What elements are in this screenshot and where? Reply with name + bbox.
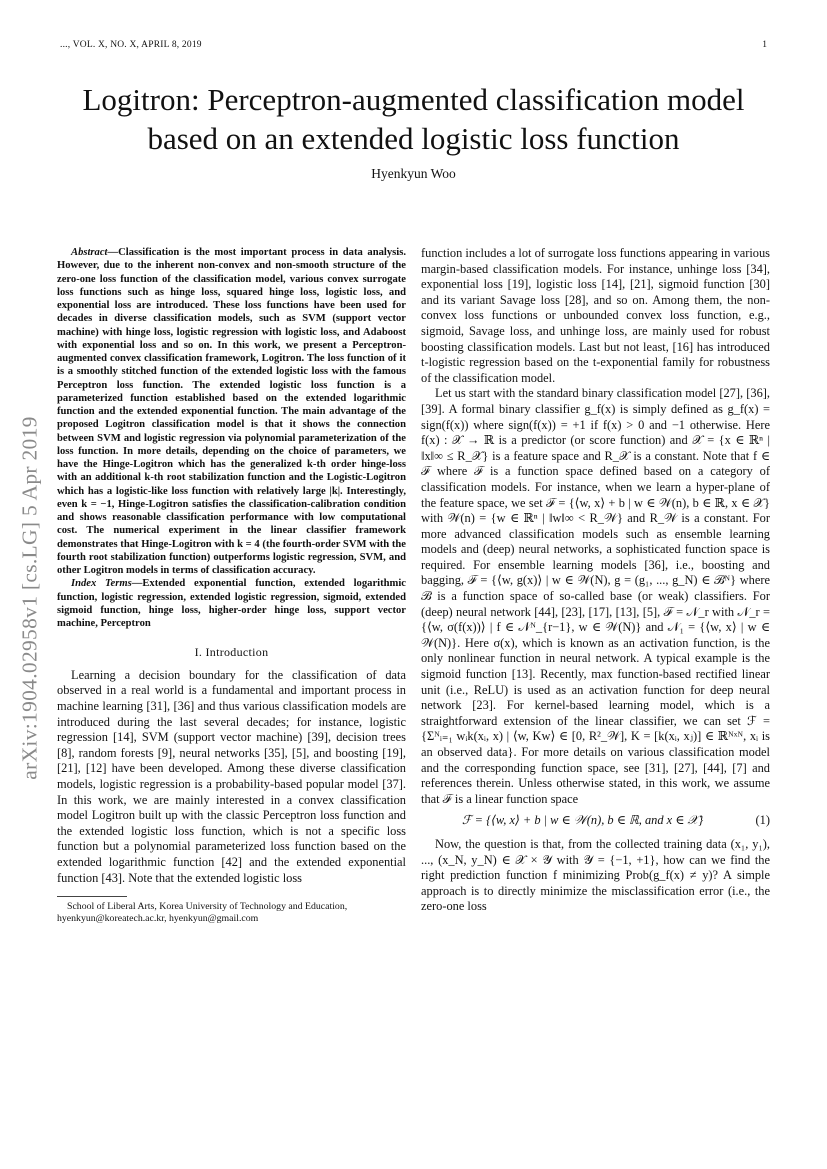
section-heading: I. Introduction (194, 645, 269, 660)
intro-paragraph: Learning a decision boundary for the classification of data observed in a real world is a fundamental and important process in machine learning [31], [36] and thus various classification models are introduced during the last several decades; for instance, logistic regression [14], SVM (support vector machine) [39], decision trees [8], random forests [9], neural networks [35], [5], and boosting [19], [21], [12] have been developed. Among these diverse classification models, logistic regression is a probability-based popular model [37]. In this work, we are mainly interested in a convex classification model Logitron built up with the classic Perceptron loss function and the extended logistic loss function, which is not a specific loss function but a polynomial parameterized loss function based on the extended logarithmic function [42] and the extended exponential function [43]. Note that the extended logistic loss (57, 667, 406, 885)
equation-body: ℱ = {⟨w, x⟩ + b | w ∈ 𝒲(n), b ∈ ℝ, and x ∈ 𝒳} (461, 813, 704, 828)
paper-title: Logitron: Perceptron-augmented classification model based on an extended logistic loss function (82, 82, 745, 156)
arxiv-stamp-text: arXiv:1904.02958v1 [cs.LG] 5 Apr 2019 (17, 415, 42, 780)
index-terms-text: —Extended exponential function, extended logarithmic function, logistic regression, extended logistic regression, sigmoid, extended sigmoid function, hinge loss, higher-order hinge loss, support vector machine, Perceptron (57, 578, 406, 629)
page-number: 1 (762, 40, 767, 50)
footnote: School of Liberal Arts, Korea University of Technology and Education, hyenkyun@koreatech.ac.kr, hyenkyun@gmail.com (57, 901, 348, 925)
footnote-rule (57, 896, 127, 897)
right-paragraph-3: Now, the question is that, from the collected training data (x₁, y₁), ..., (x_N, y_N) ∈ 𝒳 × 𝒴 with 𝒴 = {−1, +1}, how can we find the right prediction function f minimizing Prob(g_f(x) ≠ y)? A simple approach is to directly minimize the misclassification error (i.e., the zero-one loss (421, 836, 770, 914)
equation-number: (1) (755, 813, 770, 828)
abstract (57, 246, 406, 577)
equation-1 (421, 813, 770, 829)
right-paragraph-1: function includes a lot of surrogate loss functions appearing in various margin-based classification models. For instance, unhinge loss [34], exponential loss [19], logistic loss [14], [21], sigmoid function [30] and its variant Savage loss [28], and so on. Among them, the non-convex loss functions or unbounded convex loss function, e.g., sigmoid, Savage loss, and unhinge loss, are mainly used for robust boosting classification models. Last but not least, [16] has introduced t-logistic regression based on the t-exponential family for robustness of the classification model. (421, 246, 770, 385)
index-terms-lead: Index Terms (71, 578, 132, 590)
arxiv-stamp (10, 305, 50, 890)
abstract-lead: Abstract (71, 247, 108, 258)
right-column (421, 246, 770, 915)
running-header: ..., VOL. X, NO. X, APRIL 8, 2019 (60, 40, 202, 50)
left-column (57, 246, 406, 926)
abstract-text: —Classification is the most important process in data analysis. However, due to the inherent non-convex and non-smooth structure of the zero-one loss function of the classification model, various convex surrogate loss functions such as hinge loss, squared hinge loss, logistic loss, and exponential loss are introduced. These loss functions have been used for decades in diverse classification models, such as SVM (support vector machine) with hinge loss, logistic regression with logistic loss, and Adaboost with exponential loss and so on. In this work, we present a Perceptron-augmented convex classification framework, Logitron. The loss function of it is a smoothly stitched function of the extended logistic loss with the famous Perceptron loss function. The extended logistic loss function is a parameterized function established based on the extended logarithmic function and the extended exponential function. The main advantage of the proposed Logitron classification model is that it shows the connection between SVM and logistic regression via polynomial parameterization of the loss function. In more details, depending on the choice of parameters, we have the Hinge-Logitron which has the generalized k-th order hinge-loss with an additional k-th root stabilization function and the Logistic-Logitron which has a logistic-like loss function with relatively large |k|. Interestingly, even k = −1, Hinge-Logitron satisfies the classification-calibration condition and shows reasonable classification performance with low computational cost. The numerical experiment in the linear classifier framework demonstrates that Hinge-Logitron with k = 4 (the fourth-order SVM with the fourth root stabilization function) outperforms logistic regression, SVM, and other Logitron models in terms of classification accuracy. (57, 247, 406, 576)
index-terms (57, 577, 406, 630)
author-name: Hyenkyun Woo (371, 166, 456, 181)
right-paragraph-2: Let us start with the standard binary classification model [27], [36], [39]. A formal binary classifier g_f(x) is simply defined as g_f(x) = sign(f(x)) where sign(f(x)) = +1 if f(x) > 0 and −1 otherwise. Here f(x) : 𝒳 → ℝ is a predictor (or score function) and 𝒳 = {x ∈ ℝⁿ | ‖x‖∞ ≤ R_𝒳} is a feature space and R_𝒳 is a constant. Note that f ∈ ℱ where ℱ is a function space defined based on a category of classification models. For instance, when we learn a hyper-plane of the feature space, we set ℱ = {⟨w, x⟩ + b | w ∈ 𝒲(n), b ∈ ℝ, x ∈ 𝒳} with 𝒲(n) = {w ∈ ℝⁿ | ‖w‖∞ < R_𝒲} and R_𝒲 is a constant. For more advanced classification models such as ensemble learning models and (deep) neural networks, a sophisticated function space is required. For ensemble learning models [36], i.e., boosting and bagging, ℱ = {⟨w, g(x)⟩ | w ∈ 𝒲(N), g = (g₁, ..., g_N) ∈ ℬᴺ} where ℬ is a function space of so-called base (or weak) classifiers. For (deep) neural network [44], [23], [17], [13], [5], ℱ = 𝒩_r with 𝒩_r = {⟨w, σ(f(x))⟩ | f ∈ 𝒩ᴺ_{r−1}, w ∈ 𝒲(N)} and 𝒩₁ = {⟨w, x⟩ | w ∈ 𝒲(N)}. Here σ(x), which is known as an activation function, is the only nonlinear function in neural network. A typical example is the sigmoid function [13]. Recently, max function-based rectified linear unit (i.e., ReLU) is used as an activation function for deep neural network [23]. For kernel-based learning model, which is a straightforward extension of the linear classifier, we can set ℱ = {Σᴺᵢ₌₁ wᵢk(xᵢ, x) | ⟨w, Kw⟩ ∈ [0, R²_𝒲], K = [k(xᵢ, xⱼ)] ∈ ℝᴺˣᴺ, xᵢ is an observed data}. For more details on various classification model and the corresponding function space, see [31], [27], [44], [7] and references therein. Unless otherwise stated, in this work, we assume that ℱ is a linear function space (421, 386, 770, 806)
